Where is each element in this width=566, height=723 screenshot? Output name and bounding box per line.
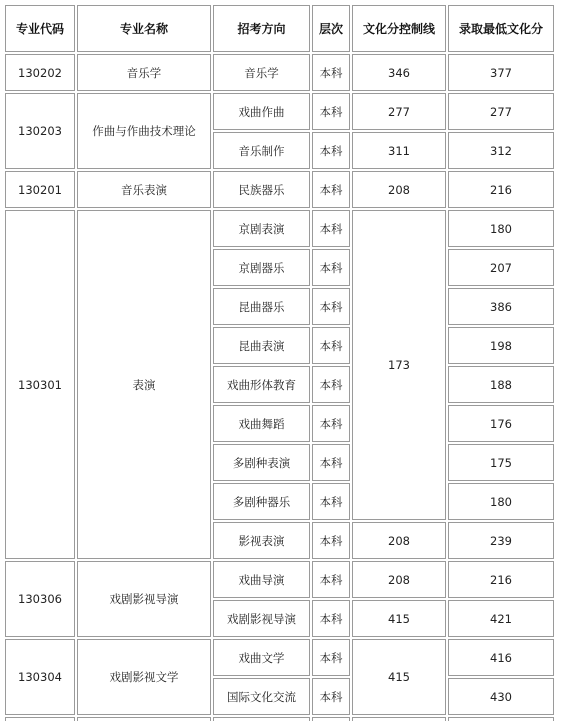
header-major-name: 专业名称 <box>77 5 211 52</box>
level-cell: 本科 <box>312 249 350 286</box>
major-code: 130201 <box>5 171 75 208</box>
header-major-code: 专业代码 <box>5 5 75 52</box>
major-name: 作曲与作曲技术理论 <box>77 93 211 169</box>
direction-cell: 戏曲文学 <box>213 639 310 676</box>
direction-cell: 戏剧影视导演 <box>213 600 310 637</box>
direction-cell: 影视表演 <box>213 522 310 559</box>
control-line-cell: 173 <box>352 210 446 520</box>
min-score-cell: 430 <box>448 678 554 715</box>
control-line-cell: 277 <box>352 93 446 130</box>
level-cell: 本科 <box>312 93 350 130</box>
direction-cell: 昆曲器乐 <box>213 288 310 325</box>
direction-cell: 音乐制作 <box>213 132 310 169</box>
level-cell: 本科 <box>312 327 350 364</box>
major-code: 130202 <box>5 54 75 91</box>
level-cell: 本科 <box>312 483 350 520</box>
min-score-cell: 377 <box>448 54 554 91</box>
major-name: 表演 <box>77 210 211 559</box>
min-score-cell: 239 <box>448 522 554 559</box>
direction-cell: 多剧种表演 <box>213 444 310 481</box>
direction-cell: 戏曲形体教育 <box>213 366 310 403</box>
control-line-cell: 208 <box>352 561 446 598</box>
control-line-cell: 208 <box>352 171 446 208</box>
control-line-cell: 208 <box>352 522 446 559</box>
min-score-cell: 176 <box>448 405 554 442</box>
min-score-cell: 216 <box>448 561 554 598</box>
level-cell: 本科 <box>312 405 350 442</box>
direction-cell: 京剧器乐 <box>213 249 310 286</box>
table-row <box>5 639 554 676</box>
direction-cell: 多剧种器乐 <box>213 483 310 520</box>
min-score-cell: 188 <box>448 366 554 403</box>
level-cell: 本科 <box>312 171 350 208</box>
major-name: 音乐学 <box>77 54 211 91</box>
table-row <box>5 210 554 247</box>
direction-cell: 民族器乐 <box>213 171 310 208</box>
min-score-cell: 175 <box>448 444 554 481</box>
table-row <box>5 93 554 130</box>
major-code: 130203 <box>5 93 75 169</box>
level-cell: 本科 <box>312 522 350 559</box>
major-code: 130304 <box>5 639 75 715</box>
header-direction: 招考方向 <box>213 5 310 52</box>
table-row <box>5 561 554 598</box>
major-code: 130306 <box>5 561 75 637</box>
table-row <box>5 171 554 208</box>
direction-cell: 国际文化交流 <box>213 678 310 715</box>
level-cell: 本科 <box>312 444 350 481</box>
min-score-cell: 198 <box>448 327 554 364</box>
direction-cell: 戏曲导演 <box>213 561 310 598</box>
level-cell: 本科 <box>312 132 350 169</box>
level-cell: 本科 <box>312 600 350 637</box>
min-score-cell: 207 <box>448 249 554 286</box>
min-score-cell: 386 <box>448 288 554 325</box>
min-score-cell: 180 <box>448 483 554 520</box>
direction-cell: 昆曲表演 <box>213 327 310 364</box>
level-cell: 本科 <box>312 678 350 715</box>
min-score-cell: 421 <box>448 600 554 637</box>
control-line-cell: 346 <box>352 54 446 91</box>
header-min-score: 录取最低文化分 <box>448 5 554 52</box>
header-level: 层次 <box>312 5 350 52</box>
header-control-line: 文化分控制线 <box>352 5 446 52</box>
min-score-cell: 180 <box>448 210 554 247</box>
level-cell: 本科 <box>312 366 350 403</box>
level-cell: 本科 <box>312 561 350 598</box>
table-row <box>5 717 554 721</box>
min-score-cell: 416 <box>448 639 554 676</box>
direction-cell: 京剧表演 <box>213 210 310 247</box>
level-cell: 本科 <box>312 210 350 247</box>
control-line-cell: 311 <box>352 132 446 169</box>
control-line-cell: 415 <box>352 600 446 637</box>
min-score-cell: 216 <box>448 171 554 208</box>
major-name: 音乐表演 <box>77 171 211 208</box>
direction-cell: 戏曲作曲 <box>213 93 310 130</box>
level-cell: 本科 <box>312 54 350 91</box>
direction-cell: 音乐学 <box>213 54 310 91</box>
level-cell: 本科 <box>312 288 350 325</box>
table-row <box>5 54 554 91</box>
major-name: 戏剧影视文学 <box>77 639 211 715</box>
min-score-cell: 277 <box>448 93 554 130</box>
major-code: 130301 <box>5 210 75 559</box>
control-line-cell: 415 <box>352 639 446 715</box>
header-row <box>5 5 554 52</box>
direction-cell: 戏曲舞蹈 <box>213 405 310 442</box>
level-cell: 本科 <box>312 639 350 676</box>
major-name: 戏剧影视导演 <box>77 561 211 637</box>
min-score-cell: 312 <box>448 132 554 169</box>
admission-score-table <box>3 3 556 723</box>
